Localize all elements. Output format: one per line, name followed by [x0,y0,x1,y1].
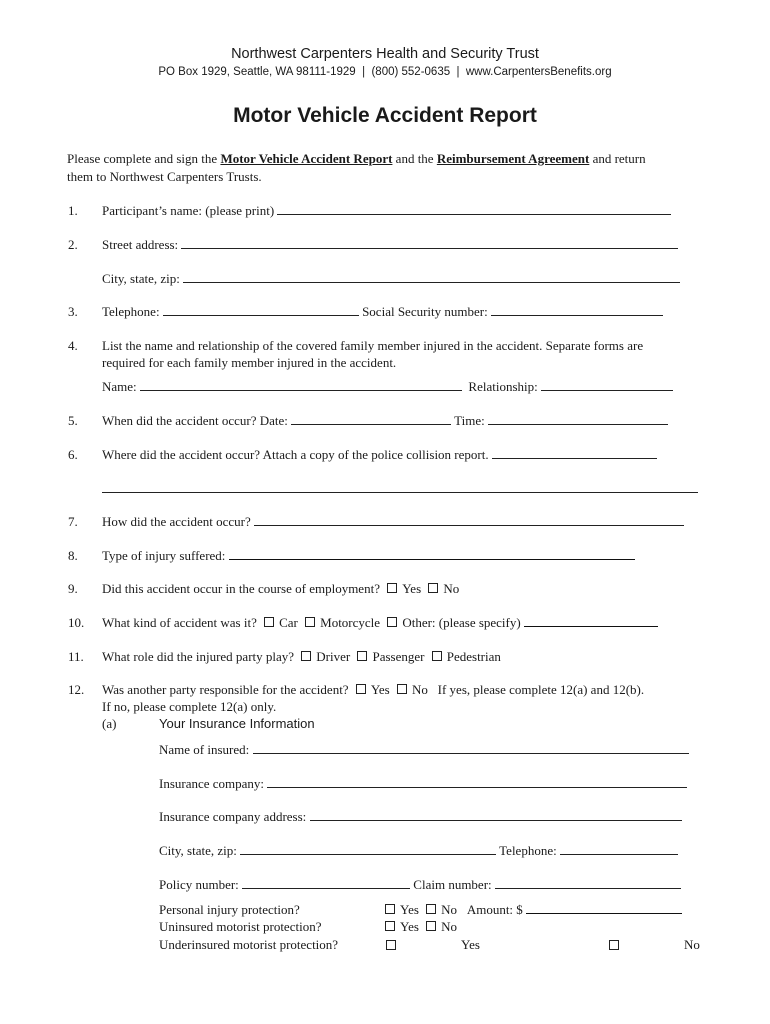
insurance-company-field[interactable] [267,776,687,788]
claim-number-label: Claim number: [413,877,492,892]
accident-date-field[interactable] [291,413,451,425]
uim-no-checkbox[interactable] [609,940,619,950]
intro-text-3: and return [589,151,646,166]
insurance-telephone-label: Telephone: [499,843,557,858]
uim-yes-label: Yes [461,937,480,952]
policy-row [159,877,681,893]
um-yes-checkbox[interactable] [385,921,395,931]
other-checkbox[interactable] [387,617,397,627]
item-number-9: 9. [68,581,78,596]
accident-location-field-2[interactable] [102,481,698,493]
responsible-yes-label: Yes [370,682,390,697]
section-a-marker: (a) [102,716,117,731]
insurance-company-label: Insurance company: [159,776,265,791]
item-4-line1: List the name and relationship of the covered family member injured in the accident. Separate forms are [102,338,644,353]
telephone-field[interactable] [163,304,359,316]
item-12 [102,682,644,698]
relationship-field[interactable] [541,379,673,391]
insurance-city-row [159,843,678,859]
insurance-address-field[interactable] [310,809,682,821]
reimbursement-agreement-link[interactable]: Reimbursement Agreement [436,151,590,166]
pip-yes-label: Yes [400,902,419,917]
pip-no-checkbox[interactable] [426,904,436,914]
insured-name-label: Name of insured: [159,742,250,757]
ssn-label: Social Security number: [362,304,488,319]
how-occurred-label: How did the accident occur? [102,514,251,529]
relationship-label: Relationship: [468,379,538,394]
family-name-label: Name: [102,379,137,394]
section-a-title: Your Insurance Information [159,716,315,731]
passenger-label: Passenger [372,649,425,664]
car-checkbox[interactable] [264,617,274,627]
um-no-checkbox[interactable] [426,921,436,931]
employment-no-label: No [443,581,460,596]
item-10 [102,615,658,631]
employment-label: Did this accident occur in the course of employment? [102,581,380,596]
um-no-label: No [441,919,458,934]
item-number-11: 11. [68,649,84,664]
car-label: Car [279,615,298,630]
intro-text-2: and the [392,151,437,166]
injury-type-label: Type of injury suffered: [102,548,226,563]
item-number-3: 3. [68,304,78,319]
item-number-6: 6. [68,447,78,462]
pip-no-label: No [441,902,458,917]
employment-yes-checkbox[interactable] [387,583,397,593]
policy-number-field[interactable] [242,877,410,889]
pedestrian-checkbox[interactable] [432,651,442,661]
uim-yes-checkbox[interactable] [386,940,396,950]
driver-checkbox[interactable] [301,651,311,661]
insured-name-field[interactable] [253,742,689,754]
how-occurred-field[interactable] [254,514,684,526]
city-state-zip-label: City, state, zip: [102,271,180,286]
item-number-7: 7. [68,514,78,529]
responsible-note: If yes, please complete 12(a) and 12(b). [437,682,645,697]
responsible-yes-checkbox[interactable] [356,684,366,694]
item-6 [102,447,657,463]
item-3 [102,304,663,320]
street-address-field[interactable] [181,237,678,249]
item-6-extra-line [102,481,698,497]
amount-label: Amount: $ [466,902,523,917]
item-number-5: 5. [68,413,78,428]
insurance-address-row [159,809,682,825]
item-1 [102,203,671,219]
ssn-field[interactable] [491,304,663,316]
motorcycle-checkbox[interactable] [305,617,315,627]
item-number-8: 8. [68,548,78,563]
item-number-1: 1. [68,203,78,218]
city-state-zip-field[interactable] [183,271,680,283]
passenger-checkbox[interactable] [357,651,367,661]
injury-type-field[interactable] [229,548,635,560]
um-yes-label: Yes [400,919,419,934]
motor-vehicle-report-link[interactable]: Motor Vehicle Accident Report [220,151,393,166]
uim-no-label: No [684,937,700,952]
page-title: Motor Vehicle Accident Report [233,104,537,127]
uim-label: Underinsured motorist protection? [159,937,339,952]
employment-yes-label: Yes [402,581,422,596]
item-7 [102,514,684,530]
participant-name-label: Participant’s name: (please print) [102,203,275,218]
policy-number-label: Policy number: [159,877,239,892]
accident-kind-label: What kind of accident was it? [102,615,257,630]
family-name-field[interactable] [140,379,462,391]
item-11 [102,649,501,665]
intro-text-1: Please complete and sign the [67,151,221,166]
amount-field[interactable] [526,902,682,914]
insurance-company-row [159,776,687,792]
pedestrian-label: Pedestrian [446,649,501,664]
um-options [381,919,457,935]
pip-label: Personal injury protection? [159,902,300,917]
pip-options [381,902,682,918]
accident-location-label: Where did the accident occur? Attach a copy of the police collision report. [102,447,489,462]
motorcycle-label: Motorcycle [320,615,381,630]
um-label: Uninsured motorist protection? [159,919,322,934]
item-2 [102,237,678,253]
insurance-city-field[interactable] [240,843,496,855]
employment-no-checkbox[interactable] [428,583,438,593]
accident-date-label: When did the accident occur? Date: [102,413,288,428]
org-address: PO Box 1929, Seattle, WA 98111-1929 | (800) 552-0635 | www.CarpentersBenefits.org [158,66,612,78]
insurance-city-label: City, state, zip: [159,843,237,858]
insurance-telephone-field[interactable] [560,843,678,855]
item-number-10: 10. [68,615,85,630]
item-4-line2: required for each family member injured in the accident. [102,355,397,370]
intro-paragraph [67,151,646,167]
other-specify-field[interactable] [524,615,658,627]
participant-name-field[interactable] [277,203,671,215]
intro-line-2: them to Northwest Carpenters Trusts. [67,169,262,184]
telephone-label: Telephone: [102,304,160,319]
street-address-label: Street address: [102,237,179,252]
item-9 [102,581,459,597]
responsible-no-label: No [412,682,428,697]
item-5 [102,413,668,429]
other-label: Other: (please specify) [402,615,521,630]
role-label: What role did the injured party play? [102,649,295,664]
accident-time-label: Time: [454,413,485,428]
item-8 [102,548,635,564]
insurance-address-label: Insurance company address: [159,809,307,824]
insured-name-row [159,742,689,758]
accident-time-field[interactable] [488,413,668,425]
org-name: Northwest Carpenters Health and Security Trust [231,46,539,62]
item-number-4: 4. [68,338,78,353]
driver-label: Driver [316,649,351,664]
accident-location-field[interactable] [492,447,657,459]
claim-number-field[interactable] [495,877,681,889]
item-number-12: 12. [68,682,85,697]
item-4-fields [102,379,673,395]
item-2-city [102,271,680,287]
item-12-line2: If no, please complete 12(a) only. [102,699,277,714]
responsible-no-checkbox[interactable] [397,684,407,694]
item-number-2: 2. [68,237,78,252]
pip-yes-checkbox[interactable] [385,904,395,914]
responsible-party-label: Was another party responsible for the accident? [102,682,349,697]
